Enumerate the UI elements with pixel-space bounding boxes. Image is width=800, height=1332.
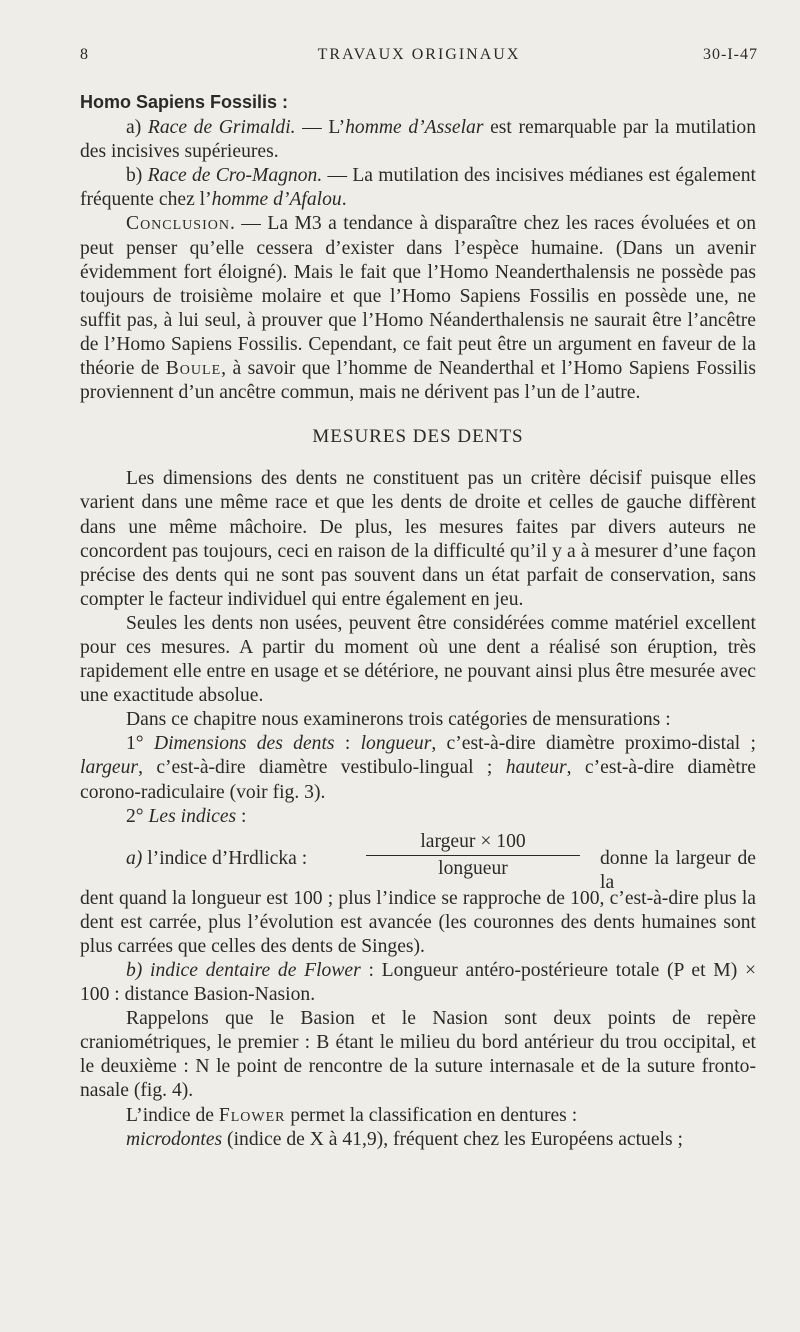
text-span: , à savoir que l’homme de Neanderthal et l’Homo Sapiens Fossilis proviennent d’un ancêtre commun, mais ne dérivent pas l’un de l’autre.	[80, 358, 756, 404]
page-number: 8	[80, 46, 89, 63]
text-span: est remarquable par la mutilation des incisives supérieures.	[80, 117, 757, 163]
race-name: Race de Grimaldi.	[147, 117, 296, 139]
paragraph-cro-magnon	[80, 164, 756, 212]
text-span: :	[236, 805, 247, 827]
fraction-numerator: largeur × 100	[420, 830, 526, 852]
running-title: TRAVAUX ORIGINAUX	[317, 46, 521, 63]
paragraph-conclusion	[80, 212, 756, 405]
paragraph-microdontes	[80, 1128, 756, 1152]
paragraph-dents-usees: Seules les dents non usées, peuvent être considérées comme matériel excellent pour ces mesures. A partir du moment où une dent a réalisé son éruption, très rapidement elle entre en usage et se détériore, ne pouvant ainsi plus être mesurée avec une exactitude absolue.	[80, 612, 756, 707]
header-date: 30-I-47	[703, 46, 758, 63]
fraction-bar	[366, 855, 580, 857]
running-header	[80, 46, 758, 74]
paragraph-categories: Dans ce chapitre nous examinerons trois catégories de mensurations :	[126, 709, 671, 731]
list-label: a)	[126, 117, 148, 139]
list-number: 2°	[126, 805, 149, 827]
formula-hrdlicka	[80, 829, 756, 893]
term: largeur	[80, 757, 139, 779]
author-name: Flower	[218, 1104, 286, 1126]
text-span: — L’	[295, 117, 346, 139]
paragraph-dimensions: Les dimensions des dents ne constituent pas un critère décisif puisque elles varient dans une même race et que les dents de droite et celles de gauche diffèrent dans une même mâchoire. De plus, les mesures faites par divers auteurs ne concordent pas toujours, ceci en raison de la difficulté qu’il y a à mesurer d’une façon précise des dents qui ne sont pas souvent dans un état parfait de conservation, sans compter le facteur individuel qui entre également en jeu.	[80, 468, 756, 610]
fraction	[366, 831, 580, 881]
text-span: . — La M3 a tendance à disparaître chez les races évoluées et on peut penser qu’elle cessera d’exister dans l’espèce humaine. (Dans un avenir évidemment fort éloigné). Mais le fait que l’Homo Neanderthalensis ne possède pas toujours de troisième molaire et que l’Homo Sapiens Fossilis en possède une, ne suffit pas, à lui seul, à prouver que l’Homo Néanderthalensis ne saurait être l’ancêtre de l’Homo Sapiens Fossilis. Cependant, ce fait peut être un argument en faveur de la théorie de	[80, 213, 756, 380]
text-span: — La mutilation des incisives médianes est également fréquente chez l’	[80, 165, 756, 211]
specimen-name: homme d’Afalou	[211, 189, 342, 211]
text-span: (indice de X à 41,9), fréquent chez les Européens actuels ;	[222, 1128, 683, 1150]
author-name: Boule	[165, 358, 222, 380]
term: hauteur	[505, 757, 567, 779]
specimen-name: homme d’Asselar	[345, 117, 484, 139]
list-number: 1°	[126, 733, 154, 755]
text-span: , c’est-à-dire diamètre corono-radiculaire (voir fig. 3).	[80, 757, 756, 803]
conclusion-label: Conclusion	[126, 213, 230, 235]
text-span: L’indice de	[126, 1104, 219, 1126]
paragraph-basion-nasion: Rappelons que le Basion et le Nasion sont deux points de repère craniométriques, le premier : B étant le milieu du bord antérieur du trou occipital, et le deuxième : N le point de rencontre de la suture internasale et de la suture fronto-nasale (fig. 4).	[80, 1008, 756, 1102]
text-span: , c’est-à-dire diamètre proximo-distal ;	[431, 733, 756, 755]
list-label: a)	[126, 847, 143, 869]
text-span: : Longueur antéro-postérieure totale (P et M) × 100 : distance Basion-Nasion.	[80, 960, 757, 1006]
text-span: .	[341, 189, 347, 211]
paragraph-flower-index	[80, 959, 756, 1007]
formula-label	[126, 847, 307, 871]
body-text	[80, 90, 756, 1152]
term: Dimensions des dents	[153, 733, 335, 755]
paragraph-grimaldi	[80, 116, 756, 164]
list-label: b)	[126, 165, 148, 187]
text-span: l’indice d’Hrdlicka :	[142, 847, 308, 869]
term: b) indice dentaire de Flower	[126, 960, 361, 981]
term: longueur	[360, 733, 432, 755]
term: Les indices	[148, 805, 237, 827]
race-name: Race de Cro-Magnon.	[147, 165, 323, 187]
heading-homo-sapiens: Homo Sapiens Fossilis :	[80, 92, 289, 112]
text-span: permet la classification en dentures :	[285, 1104, 578, 1126]
section-title: MESURES DES DENTS	[312, 426, 524, 448]
paragraph-indices	[80, 805, 756, 829]
paragraph-hrdlicka-explanation: dent quand la longueur est 100 ; plus l’indice se rapproche de 100, c’est-à-dire plus la dent est carrée, plus l’évolution est avancée (les couronnes des dents humaines sont plus carrées que celles des dents de Singes).	[80, 887, 756, 957]
text-span: :	[334, 733, 361, 755]
term: microdontes	[126, 1128, 223, 1150]
paragraph-classification	[80, 1104, 756, 1128]
paragraph-dimensions-dents	[80, 732, 756, 804]
fraction-denominator: longueur	[438, 858, 508, 880]
formula-continuation: donne la largeur de la	[600, 847, 756, 893]
text-span: , c’est-à-dire diamètre vestibulo-lingual ;	[138, 757, 506, 779]
